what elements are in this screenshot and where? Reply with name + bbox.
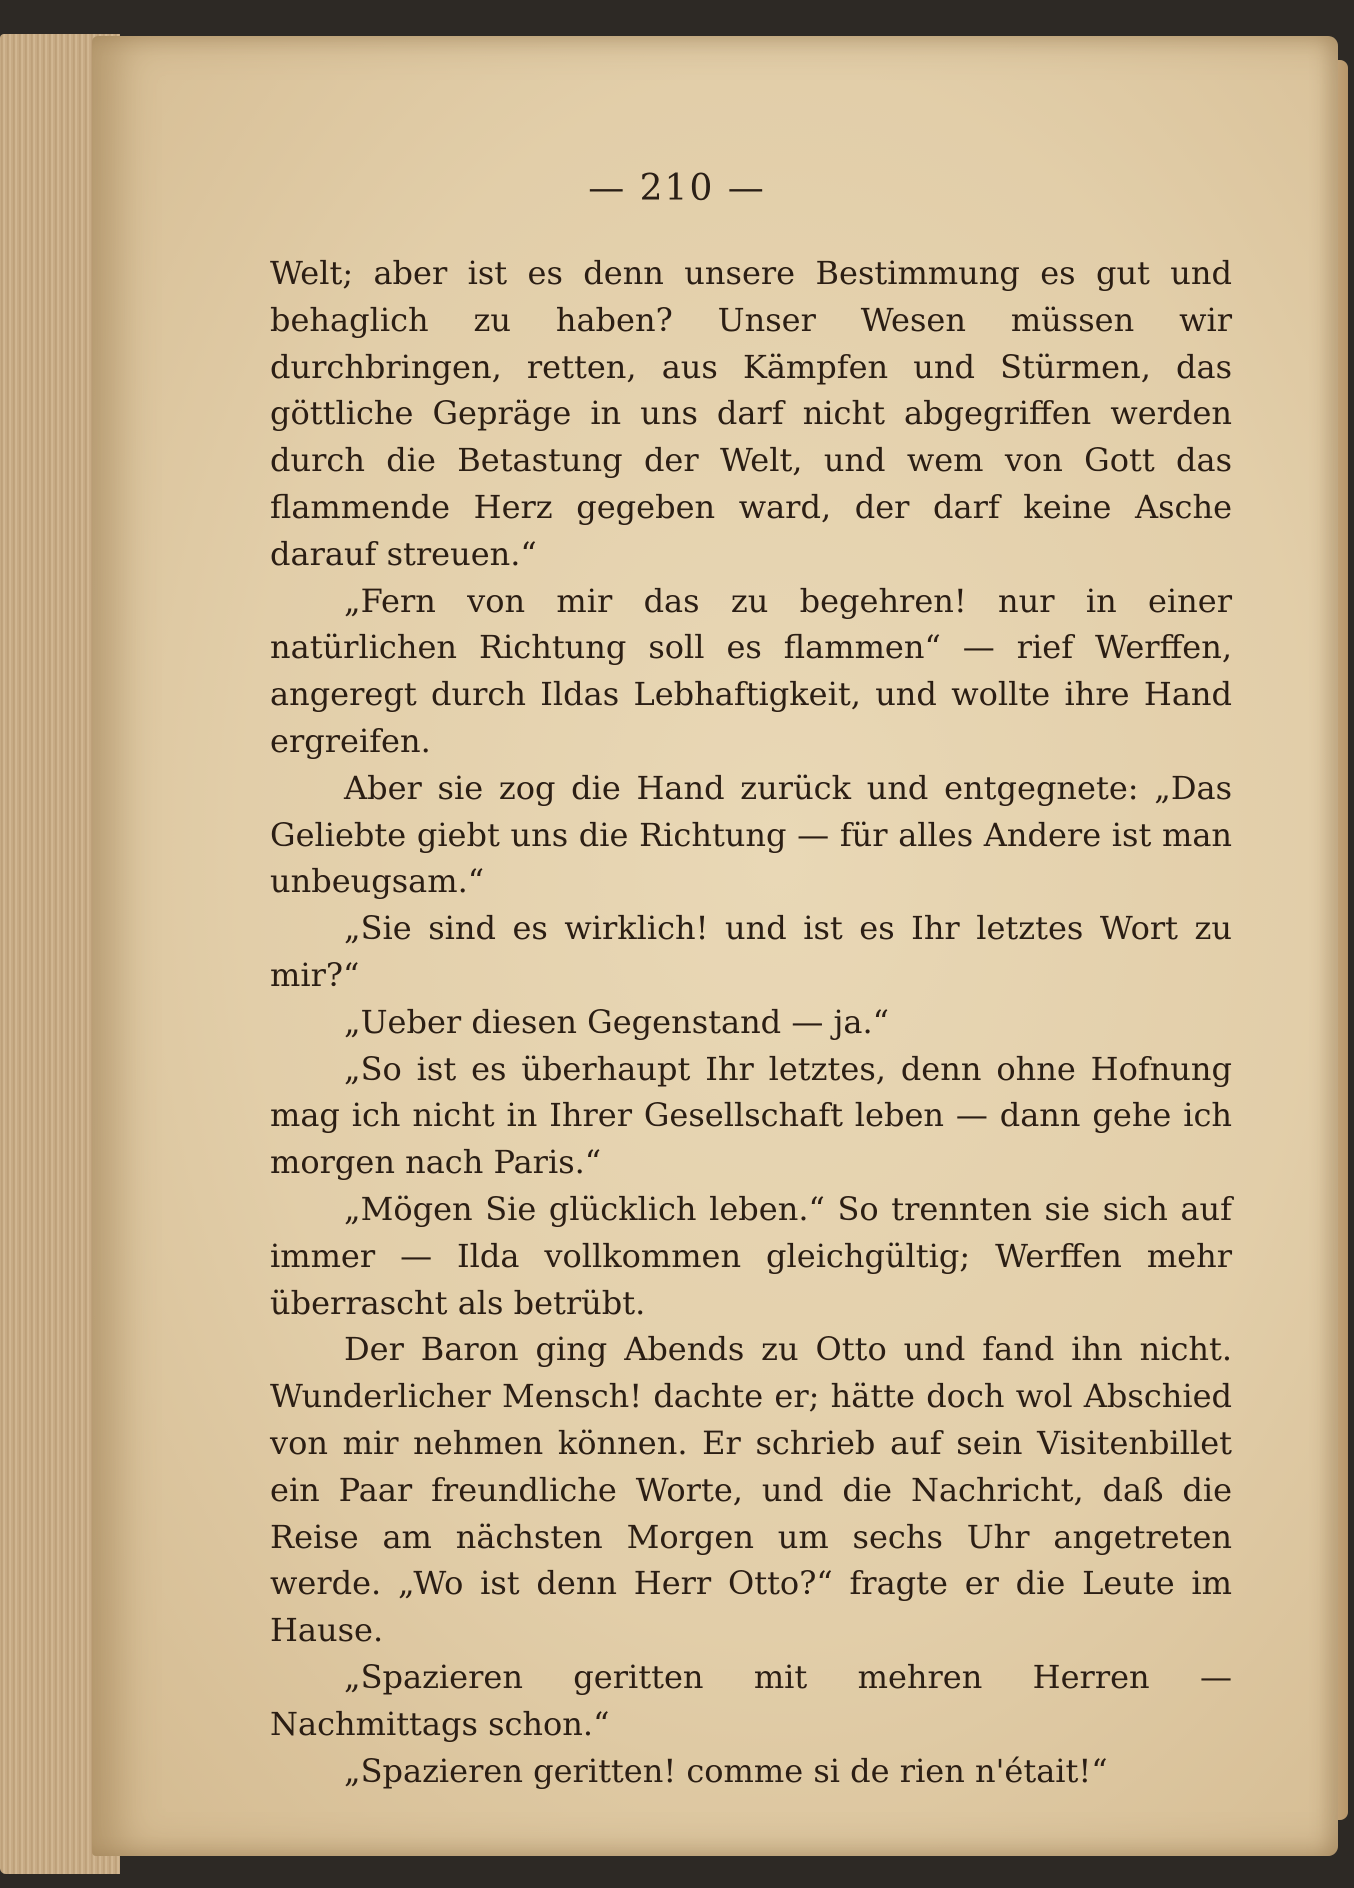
paragraph: Welt; aber ist es denn unsere Bestimmung es gut und behaglich zu haben? Unser Wesen müssen wir durchbringen, retten, aus Kämpfen und Stürmen, das göttliche Gepräge in uns darf nicht abgegriffen werden durch die Betastung der Welt, und wem von Gott das flammende Herz gegeben ward, der darf keine Asche darauf streuen.“ — [270, 254, 1232, 573]
paragraph: „Spazieren geritten! comme si de rien n'était!“ — [344, 1751, 1108, 1790]
paragraph: „So ist es überhaupt Ihr letztes, denn ohne Hofnung mag ich nicht in Ihrer Gesellschaft leben — dann gehe ich morgen nach Paris.“ — [270, 1049, 1232, 1182]
paragraph: „Sie sind es wirklich! und ist es Ihr letztes Wort zu mir?“ — [270, 909, 1232, 994]
page-body-text — [270, 250, 1232, 1794]
paragraph: „Ueber diesen Gegenstand — ja.“ — [344, 1002, 890, 1041]
paragraph: „Fern von mir das zu begehren! nur in einer natürlichen Richtung soll es flammen“ — rief Werffen, angeregt durch Ildas Lebhaftigkeit, und wollte ihre Hand ergreifen. — [270, 581, 1232, 760]
paragraph: „Mögen Sie glücklich leben.“ So trennten sie sich auf immer — Ilda vollkommen gleichgültig; Werffen mehr überrascht als betrübt. — [270, 1189, 1232, 1322]
page-number-header: — 210 — — [588, 168, 766, 209]
paragraph: „Spazieren geritten mit mehren Herren — Nachmittags schon.“ — [270, 1657, 1232, 1743]
paragraph: Der Baron ging Abends zu Otto und fand ihn nicht. Wunderlicher Mensch! dachte er; hätte doch wol Abschied von mir nehmen können. Er schrieb auf sein Visitenbillet ein Paar freundliche Worte, und die Nachricht, daß die Reise am nächsten Morgen um sechs Uhr angetreten werde. „Wo ist denn Herr Otto?“ fragte er die Leute im Hause. — [270, 1330, 1232, 1650]
paragraph: Aber sie zog die Hand zurück und entgegnete: „Das Geliebte giebt uns die Richtung — für alles Andere ist man unbeugsam.“ — [270, 768, 1232, 901]
